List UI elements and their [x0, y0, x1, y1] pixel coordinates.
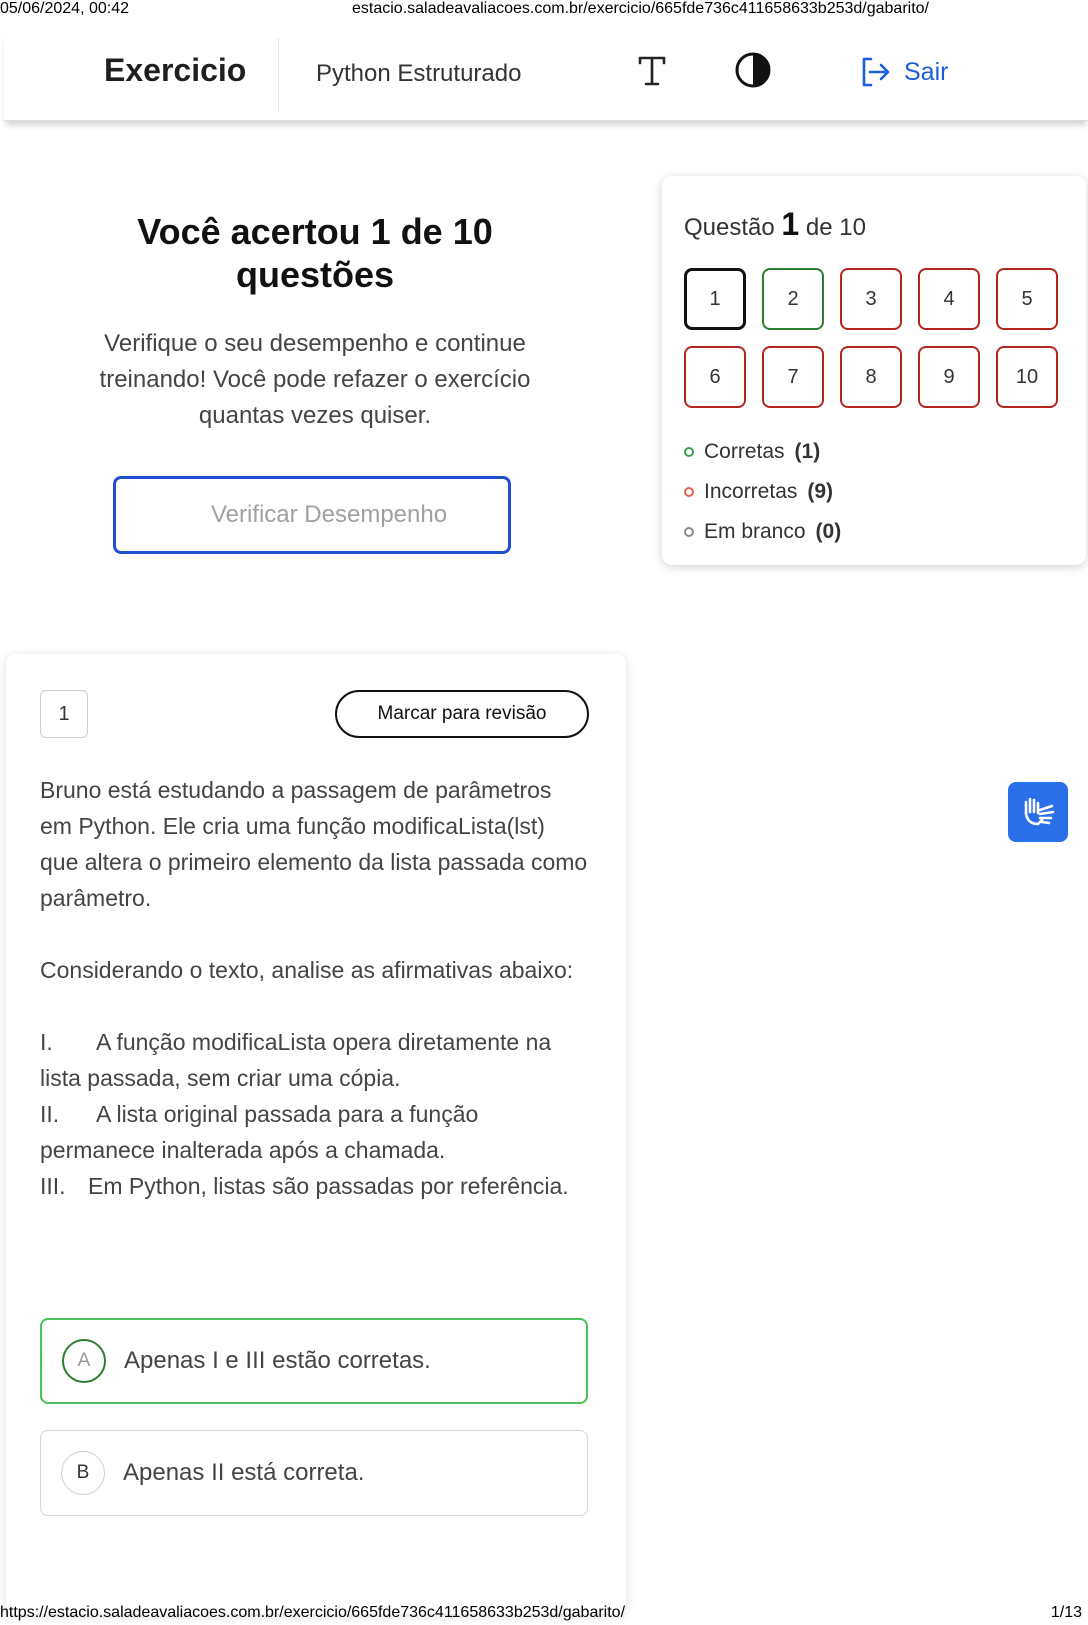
- contrast-icon: [733, 50, 773, 90]
- incorrect-dot-icon: [684, 487, 694, 497]
- font-size-button[interactable]: [632, 50, 672, 90]
- item-text: A função modificaLista opera diretamente na lista passada, sem criar uma cópia.: [40, 1029, 552, 1091]
- print-datetime: 05/06/2024, 00:42: [0, 0, 130, 17]
- item-number: III.: [40, 1173, 66, 1199]
- statement-item-2: [40, 1096, 588, 1168]
- sign-language-button[interactable]: [1008, 782, 1068, 842]
- contrast-button[interactable]: [733, 50, 773, 90]
- question-counter: [684, 206, 866, 243]
- result-title: Você acertou 1 de 10 questões: [137, 211, 493, 295]
- item-text: Em Python, listas são passadas por referência.: [88, 1173, 569, 1199]
- statement-paragraph: Bruno está estudando a passagem de parâmetros em Python. Ele cria uma função modificaLista(lst) que altera o primeiro elemento da lista passada como parâmetro.: [40, 777, 588, 911]
- logout-label: Sair: [904, 57, 949, 86]
- blank-dot-icon: [684, 527, 694, 537]
- item-number: I.: [40, 1029, 53, 1055]
- top-header: [4, 30, 1088, 121]
- question-nav-8[interactable]: 8: [840, 346, 902, 408]
- legend-correct-label: Corretas: [704, 440, 785, 463]
- option-text: Apenas I e III estão corretas.: [124, 1347, 431, 1374]
- option-text: Apenas II está correta.: [123, 1459, 365, 1486]
- legend-blank: [684, 512, 841, 552]
- question-nav-6[interactable]: 6: [684, 346, 746, 408]
- question-nav-1[interactable]: 1: [684, 268, 746, 330]
- question-navigator: [662, 176, 1086, 565]
- verify-performance-button[interactable]: Verificar Desempenho: [113, 476, 511, 554]
- counter-current: 1: [781, 206, 800, 242]
- legend-blank-count: (0): [815, 520, 842, 543]
- legend-correct-count: (1): [794, 440, 821, 463]
- sign-language-hands-icon: [1018, 792, 1058, 832]
- answer-option-a[interactable]: [40, 1318, 588, 1404]
- question-grid: [684, 268, 1064, 408]
- header-divider: [278, 38, 279, 110]
- logout-button[interactable]: [858, 52, 948, 92]
- question-card: [6, 654, 626, 1614]
- legend-incorrect: [684, 472, 841, 512]
- text-size-icon: [632, 50, 672, 90]
- question-nav-5[interactable]: 5: [996, 268, 1058, 330]
- answer-legend: [684, 432, 841, 552]
- question-nav-4[interactable]: 4: [918, 268, 980, 330]
- logout-icon: [858, 55, 892, 89]
- option-letter: A: [62, 1339, 106, 1383]
- question-nav-10[interactable]: 10: [996, 346, 1058, 408]
- result-summary: [60, 210, 570, 434]
- legend-incorrect-count: (9): [807, 480, 834, 503]
- print-footer: [0, 1604, 1088, 1624]
- legend-correct: [684, 432, 841, 472]
- brand-title: Exercicio: [104, 52, 247, 88]
- counter-prefix: Questão: [684, 214, 775, 241]
- question-nav-9[interactable]: 9: [918, 346, 980, 408]
- course-name: Python Estruturado: [316, 60, 522, 87]
- item-number: II.: [40, 1101, 60, 1127]
- answer-option-b[interactable]: [40, 1430, 588, 1516]
- counter-suffix: de 10: [805, 214, 866, 241]
- legend-blank-label: Em branco: [704, 520, 806, 543]
- question-nav-7[interactable]: 7: [762, 346, 824, 408]
- question-nav-3[interactable]: 3: [840, 268, 902, 330]
- legend-incorrect-label: Incorretas: [704, 480, 798, 503]
- option-letter: B: [61, 1451, 105, 1495]
- question-statement: [40, 772, 588, 1204]
- correct-dot-icon: [684, 447, 694, 457]
- result-subtitle: Verifique o seu desempenho e continue treinando! Você pode refazer o exercício quantas vezes quiser.: [99, 330, 531, 429]
- mark-for-review-button[interactable]: Marcar para revisão: [335, 690, 589, 738]
- statement-paragraph: Considerando o texto, analise as afirmativas abaixo:: [40, 957, 574, 983]
- print-url-top: estacio.saladeavaliacoes.com.br/exercicio/665fde736c411658633b253d/gabarito/: [352, 0, 929, 17]
- print-header: [0, 0, 1088, 20]
- item-text: A lista original passada para a função permanece inalterada após a chamada.: [40, 1101, 479, 1163]
- print-url-bottom: https://estacio.saladeavaliacoes.com.br/exercicio/665fde736c411658633b253d/gabarito/: [0, 1604, 626, 1621]
- question-number: 1: [40, 690, 88, 738]
- print-page-number: 1/13: [1050, 1604, 1082, 1621]
- statement-item-1: [40, 1024, 588, 1096]
- statement-item-3: [40, 1168, 588, 1204]
- question-nav-2[interactable]: 2: [762, 268, 824, 330]
